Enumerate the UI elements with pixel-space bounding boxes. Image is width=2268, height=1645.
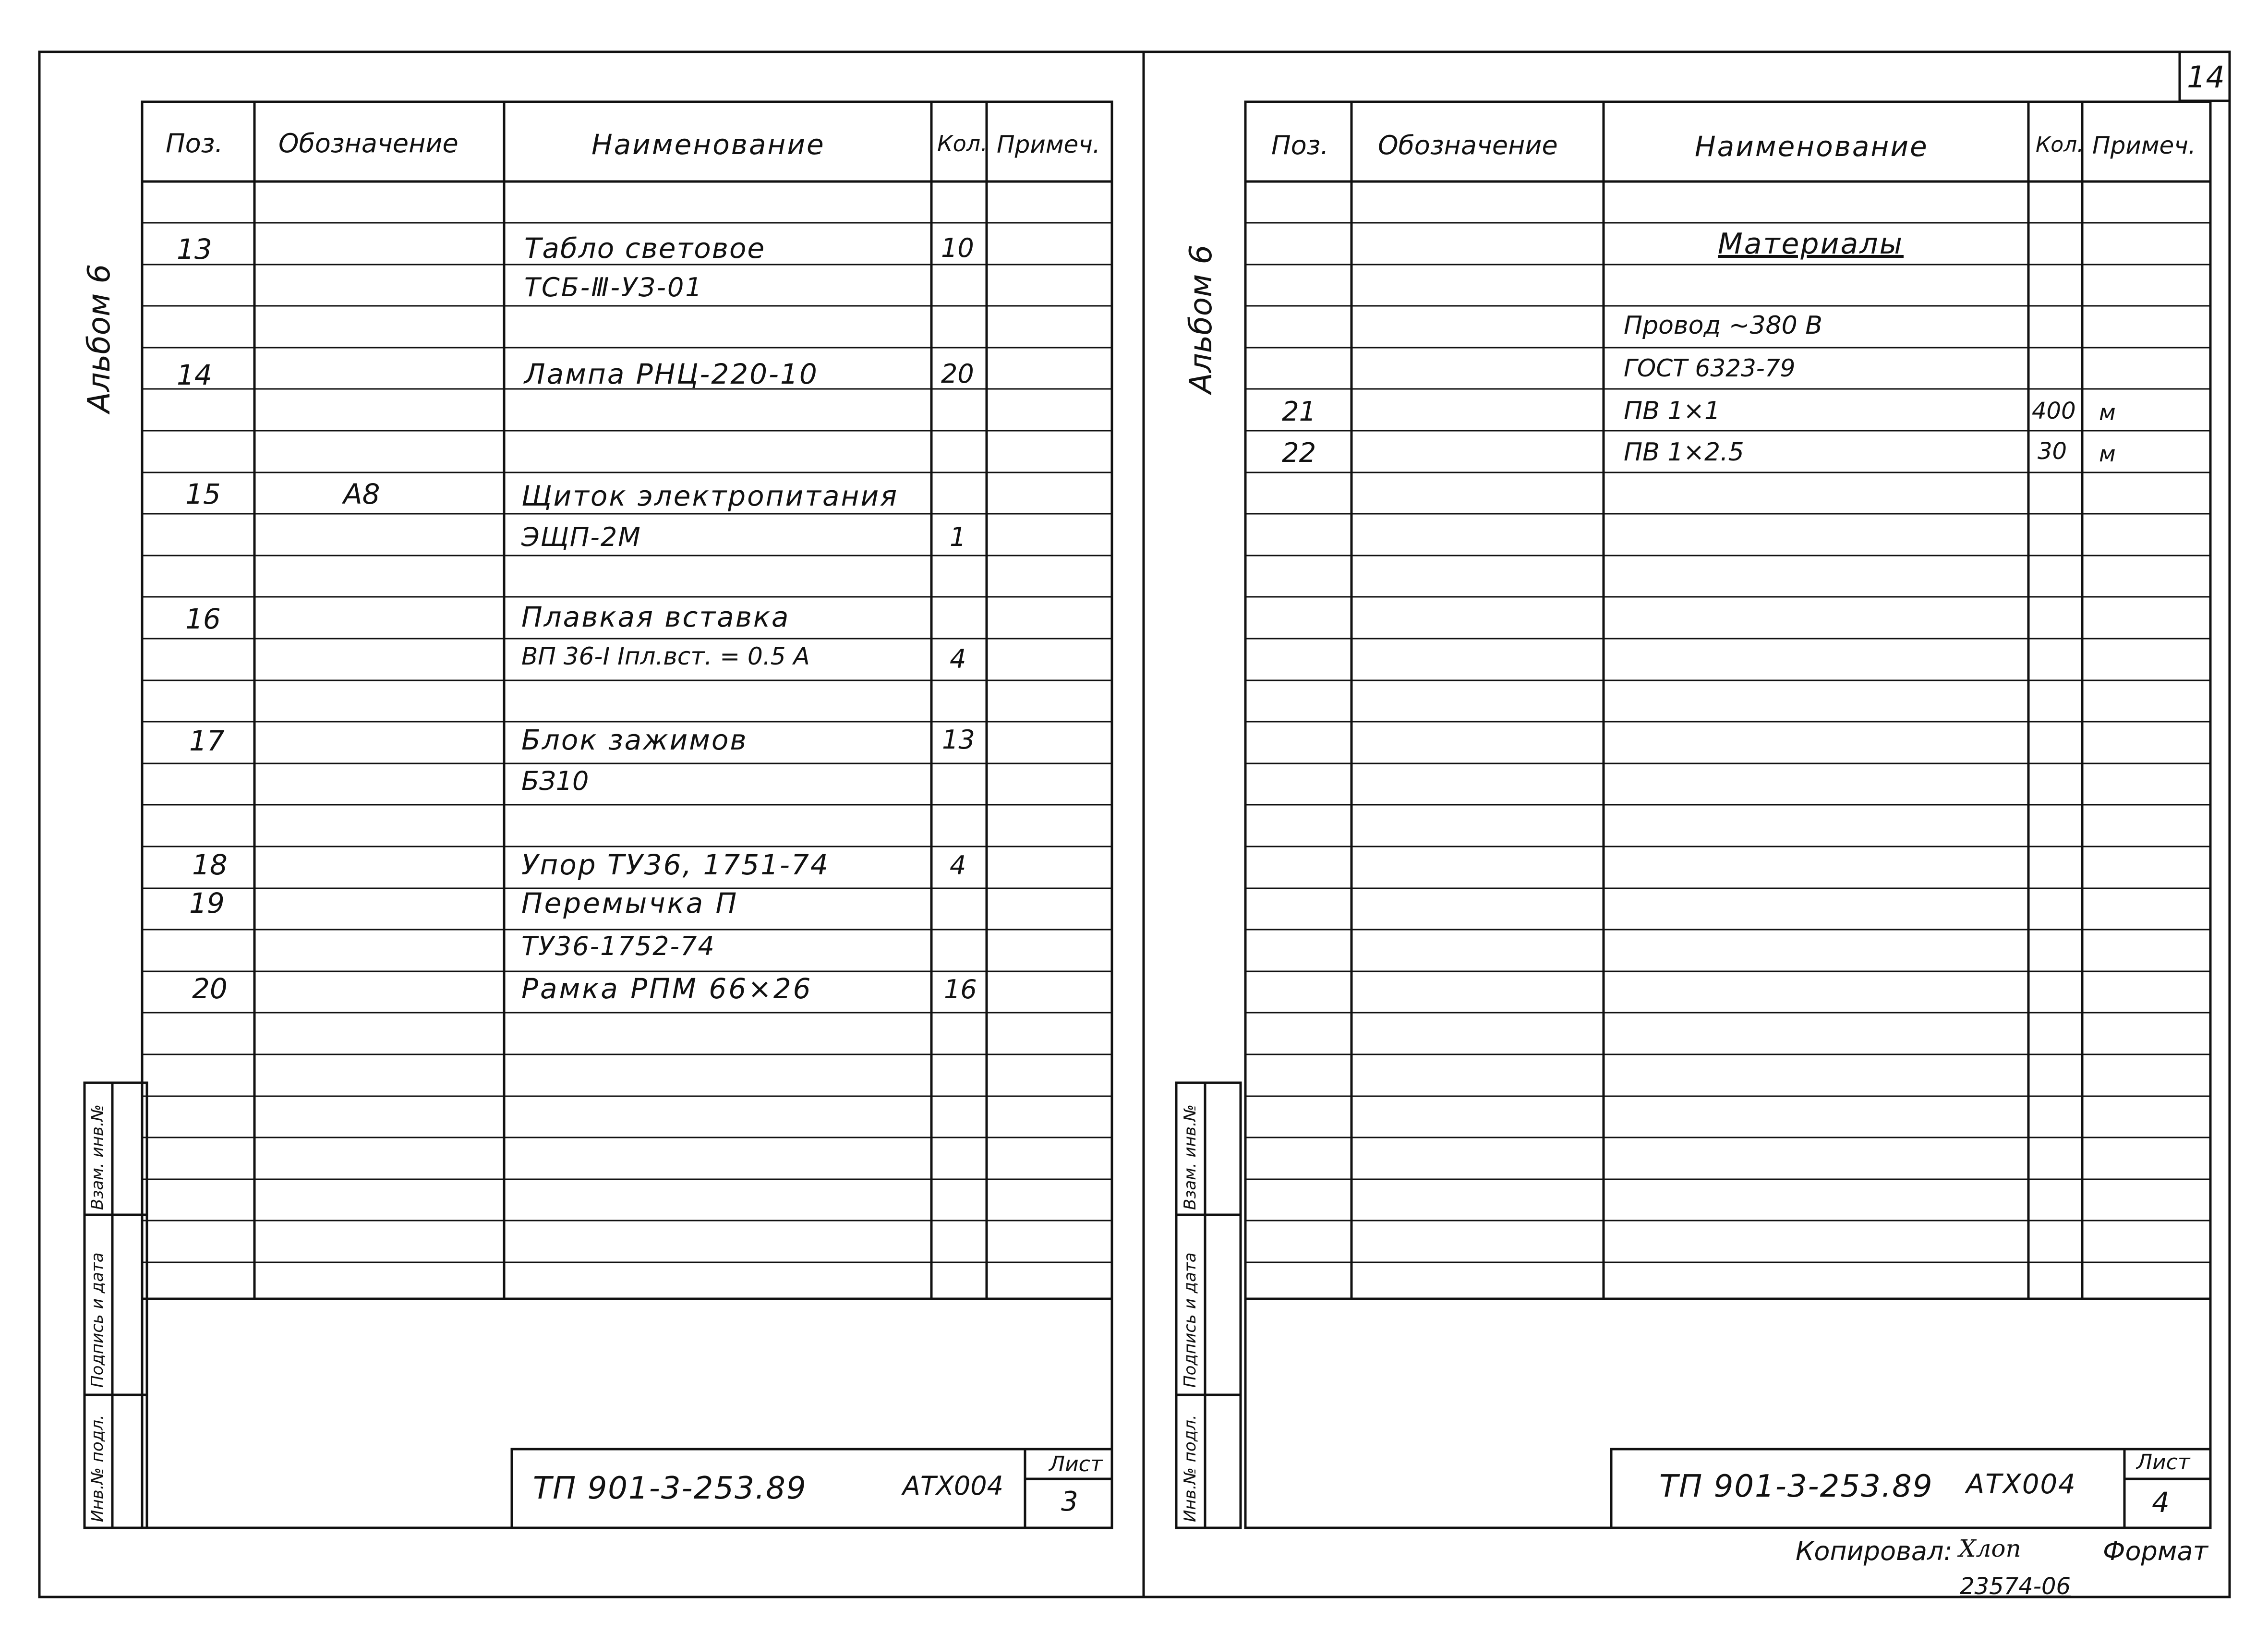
row-name: БЗ10	[521, 766, 589, 796]
title-block-sheet-label-right: Лист	[2136, 1450, 2190, 1475]
format-label: Формат	[2103, 1536, 2208, 1566]
row-qty: 30	[2038, 438, 2067, 465]
row-name: Табло световое	[524, 232, 766, 265]
row-name: ВП 36-I Iпл.вст. = 0.5 А	[521, 642, 810, 670]
row-name: ТУ36-1752-74	[521, 931, 715, 961]
album-label-right: Альбом 6	[1183, 244, 1219, 394]
stamp-signature-date-right: Подпись и дата	[1181, 1252, 1200, 1388]
row-qty: 13	[942, 725, 975, 755]
row-qty: 10	[941, 233, 974, 263]
section-title-materials: Материалы	[1718, 227, 1904, 261]
order-number: 23574-06	[1960, 1573, 2071, 1600]
title-block-code-right: АТХ004	[1966, 1469, 2076, 1500]
stamp-inv-podl-right: Инв.№ подл.	[1181, 1415, 1200, 1522]
title-block-document-right: ТП 901-3-253.89	[1659, 1469, 1933, 1504]
header-designation-left: Обозначение	[278, 128, 458, 158]
row-qty: 4	[950, 850, 966, 881]
header-designation-right: Обозначение	[1378, 130, 1558, 160]
row-designation: А8	[343, 478, 380, 510]
album-label-left: Альбом 6	[82, 264, 117, 413]
row-pos: 21	[1282, 396, 1316, 427]
row-name: Плавкая вставка	[521, 601, 790, 633]
row-name: Блок зажимов	[521, 724, 748, 756]
row-pos: 18	[192, 848, 228, 881]
row-pos: 13	[177, 233, 212, 266]
row-qty: 1	[950, 522, 966, 552]
header-note-right: Примеч.	[2092, 132, 2196, 159]
header-name-right: Наименование	[1695, 130, 1929, 163]
row-note: м	[2099, 399, 2116, 425]
row-pos: 20	[192, 972, 228, 1005]
row-name: Щиток электропитания	[521, 480, 899, 512]
header-qty-left: Кол.	[937, 131, 988, 157]
header-qty-right: Кол.	[2036, 133, 2084, 157]
row-pos: 19	[189, 887, 225, 919]
row-name: ТСБ-Ⅲ-УЗ-01	[524, 272, 703, 302]
row-pos: 15	[185, 478, 221, 510]
header-pos-right: Поз.	[1271, 130, 1329, 160]
title-block-code-left: АТХ004	[903, 1471, 1003, 1501]
row-pos: 14	[177, 359, 212, 391]
row-name: Лампа РНЦ-220-10	[524, 358, 819, 390]
header-name-left: Наименование	[591, 128, 825, 161]
stamp-vzam-inv-left: Взам. инв.№	[88, 1104, 107, 1210]
title-block-sheet-number-right: 4	[2152, 1486, 2170, 1519]
row-name: Перемычка П	[521, 887, 739, 919]
stamp-inv-podl-left: Инв.№ подл.	[88, 1415, 107, 1522]
row-name: ПВ 1×1	[1624, 397, 1721, 425]
row-qty: 16	[944, 974, 977, 1004]
row-pos: 17	[189, 725, 225, 757]
page-number: 14	[2187, 60, 2225, 95]
header-pos-left: Поз.	[166, 128, 223, 158]
row-qty: 20	[941, 359, 974, 389]
stamp-signature-date-left: Подпись и дата	[88, 1252, 107, 1388]
row-pos: 16	[185, 603, 221, 635]
row-name: ПВ 1×2.5	[1624, 438, 1744, 467]
row-name: Рамка РПМ 66×26	[521, 972, 813, 1005]
row-name: Провод ~380 В	[1624, 311, 1822, 340]
header-note-left: Примеч.	[997, 131, 1100, 158]
title-block-sheet-number-left: 3	[1061, 1486, 1078, 1517]
title-block-sheet-label-left: Лист	[1049, 1452, 1103, 1476]
stamp-vzam-inv-right: Взам. инв.№	[1181, 1104, 1200, 1210]
title-block-document-left: ТП 901-3-253.89	[533, 1471, 807, 1506]
row-pos: 22	[1282, 437, 1316, 469]
row-name: Упор ТУ36, 1751-74	[521, 848, 830, 881]
row-qty: 4	[950, 644, 966, 674]
copier-signature: Хлоп	[1959, 1535, 2021, 1562]
row-name: ГОСТ 6323-79	[1624, 354, 1796, 382]
copied-by-label: Копировал:	[1796, 1536, 1953, 1566]
row-name: ЭЩП-2М	[521, 522, 641, 552]
row-note: м	[2099, 441, 2116, 467]
row-qty: 400	[2032, 398, 2076, 424]
